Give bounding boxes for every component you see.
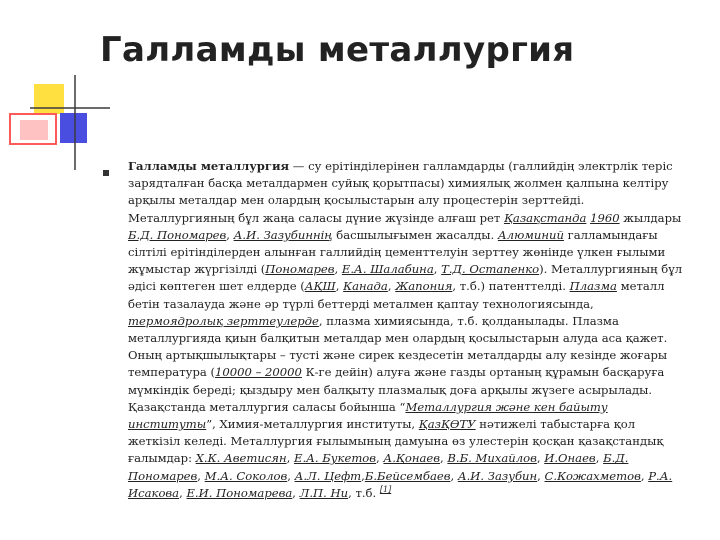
link-plasma[interactable]: Плазма	[569, 279, 617, 294]
text-segment: ). Металлургияның бұл әдісі көптеген шет елдерде (	[128, 262, 683, 294]
link-kazakhstan[interactable]: Қазақстанда	[503, 210, 587, 225]
text-segment: ,	[286, 451, 294, 466]
blue-square	[60, 113, 87, 143]
link-zazubin[interactable]: А.И. Зазубиннің	[233, 227, 333, 242]
text-segment: ,	[226, 227, 234, 242]
text-segment: ,	[197, 468, 205, 483]
link-sokolov[interactable]: М.А. Соколов	[204, 468, 288, 483]
slide-title: Галламды металлургия	[100, 30, 575, 70]
text-segment: ,	[287, 468, 295, 483]
link-ni[interactable]: Л.П. Ни	[299, 485, 349, 500]
link-shalabina[interactable]: Е.А. Шалабина	[341, 262, 434, 277]
link-kazgtu[interactable]: ҚазҚӨТУ	[418, 417, 476, 432]
link-temperature-range[interactable]: 10000 – 20000	[215, 365, 302, 380]
link-buketov[interactable]: Е.А. Букетов	[293, 451, 377, 466]
text-segment: ,	[595, 451, 604, 466]
text-segment: ,	[450, 468, 458, 483]
text-segment: ,	[537, 468, 545, 483]
link-ponomarev[interactable]: Б.Д. Пономарев	[128, 227, 227, 242]
text-segment: — су ерітінділерінен галламдарды (галлийдің электрлік теріс зарядталған басқа металдармен суйық қорытпасы) химиялық жолмен қалпына келтіру арқылы металдар мен олардың қосылыстарын алу процестерін зерттейді. Металлургияның бұл жаңа саласы дүние жүзінде алғаш рет	[128, 159, 673, 225]
red-square-fill	[20, 120, 48, 140]
link-isakova[interactable]: Р.А. Исакова	[128, 468, 673, 500]
text-segment: ,	[433, 262, 442, 277]
link-kozhakhmetov[interactable]: С.Кожахметов	[544, 468, 641, 483]
link-avetisyan[interactable]: Х.К. Аветисян	[195, 451, 287, 466]
text-segment: К-ге дейін) алуға және газды ортаның құрамын басқаруға мүмкіндік береді; қыздыру мен балқыту плазмалық доға арқылы жүзеге асырылады. Қазақстанда металлургия саласы бойынша “	[128, 365, 665, 414]
body-paragraph	[128, 158, 691, 502]
link-ponomareva[interactable]: Е.И. Пономарева	[186, 485, 293, 500]
link-tseft[interactable]: А.Л. Цефт	[294, 468, 362, 483]
bullet-marker	[103, 170, 109, 176]
link-beisembaev[interactable]: Б.Бейсембаев	[364, 468, 451, 483]
link-usa[interactable]: АҚШ	[304, 279, 336, 294]
link-1960[interactable]: 1960	[590, 210, 620, 225]
link-zazubin-2[interactable]: А.И. Зазубин	[457, 468, 538, 483]
text-segment: ,	[387, 279, 396, 294]
link-japan[interactable]: Жапония	[395, 279, 453, 294]
text-segment: нәтижелі табыстарға қол жеткізіл келеді. Металлургия ғылымының дамуына өз улестерін қосқан қазақстандық ғалымдар:	[128, 417, 664, 466]
link-aluminium[interactable]: Алюминий	[497, 227, 564, 242]
link-mikhailov[interactable]: В.Б. Михайлов	[447, 451, 537, 466]
link-ostapenko[interactable]: Т.Д. Остапенко	[441, 262, 540, 277]
link-thermonuclear-research[interactable]: термоядролық зерттеулерде	[128, 313, 319, 328]
text-segment: басшылығымен жасалды.	[332, 227, 498, 242]
lead-term: Галламды металлургия	[128, 159, 290, 173]
link-konaev[interactable]: А.Қонаев	[383, 451, 440, 466]
reference-link[interactable]: [1]	[379, 485, 392, 494]
text-segment: ,	[361, 468, 365, 483]
text-segment: ,	[179, 485, 187, 500]
text-segment: металл бетін тазалауда және әр түрлі беттерді металмен қаптау технологиясында,	[128, 279, 665, 311]
text-segment: , т.б.	[348, 485, 380, 500]
link-ponomarev-2[interactable]: Пономарев	[265, 262, 335, 277]
text-segment: галламындағы сілтілі ерітінділерден алынған галлийдің цементтелуін зерттеу жөнінде үлкен ғылыми жұмыстар жүргізілді (	[128, 227, 666, 277]
decorative-squares-graphic	[0, 0, 110, 170]
text-segment: , т.б.) патенттелді.	[452, 279, 570, 294]
link-canada[interactable]: Канада	[343, 279, 388, 294]
text-segment: ”, Химия-металлургия институты,	[206, 417, 419, 432]
text-segment: ,	[440, 451, 448, 466]
text-segment: , плазма химиясында, т.б. қолданылады. Плазма металлургияда қиын балқитын металдар мен олардың қосылыстарын алуда аса қажет. Оның артықшылықтары – тусті және сирек кездесетін металдарды алу кезінде жоғары температура (	[128, 313, 668, 380]
text-segment: ,	[376, 451, 384, 466]
text-segment: ,	[334, 262, 342, 277]
text-segment: ,	[536, 451, 545, 466]
yellow-square	[34, 84, 64, 114]
text-segment: ,	[640, 468, 649, 483]
text-segment: жылдары	[619, 210, 682, 225]
text-segment: ,	[292, 485, 300, 500]
link-onaev[interactable]: И.Онаев	[544, 451, 596, 466]
text-segment: ,	[335, 279, 344, 294]
link-ponomarev-3[interactable]: Б.Д. Пономарев	[128, 451, 629, 483]
link-metallurgy-institute[interactable]: Металлургия және кен байыту институты	[128, 399, 608, 432]
